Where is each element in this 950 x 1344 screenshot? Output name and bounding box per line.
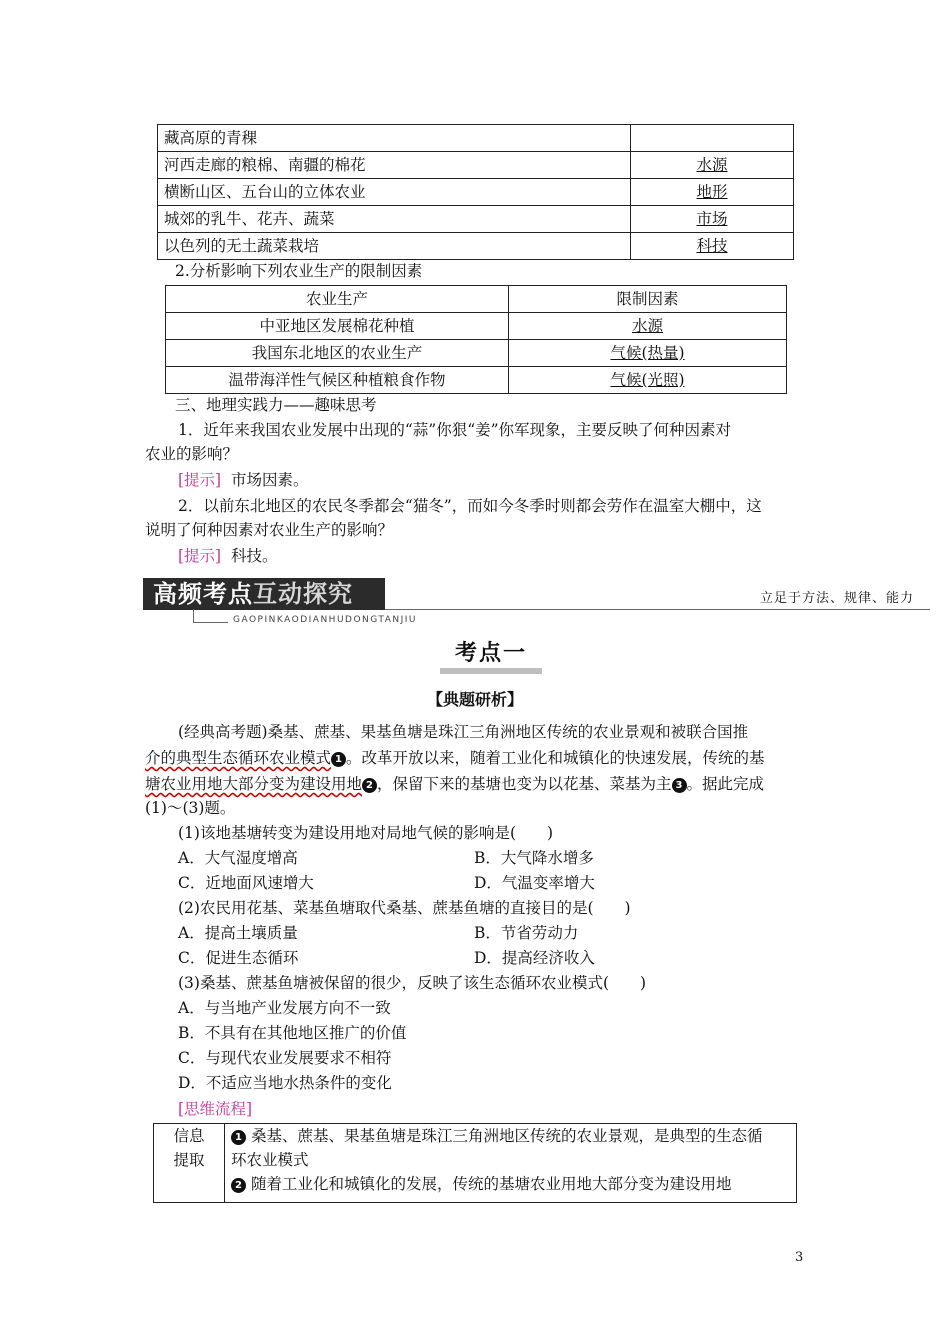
table-cell: 水源 <box>631 317 663 335</box>
passage-text: 。据此完成 <box>686 775 765 793</box>
option: D．提高经济收入 <box>474 949 595 967</box>
section-banner <box>143 578 385 610</box>
question-text: 1．近年来我国农业发展中出现的“蒜”你狠“姜”你军现象，主要反映了何种因素对 <box>178 421 732 439</box>
option: B．节省劳动力 <box>474 924 579 942</box>
banner-subtitle: 立足于方法、规律、能力 <box>760 591 915 606</box>
hint <box>178 470 308 490</box>
info-content-cell <box>225 1124 797 1203</box>
question-text: 农业的影响？ <box>145 445 239 463</box>
table-cell: 藏高原的青稞 <box>158 125 631 152</box>
marker-1-icon: 1 <box>331 752 346 767</box>
info-table <box>153 1123 797 1203</box>
option: D．不适应当地水热条件的变化 <box>178 1074 392 1092</box>
page-number: 3 <box>795 1250 804 1265</box>
marker-2-icon: 2 <box>362 778 377 793</box>
question-stem: (3)桑基、蔗基鱼塘被保留的很少，反映了该生态循环农业模式( ) <box>178 974 647 992</box>
banner-pinyin: GAOPINKAODIANHUDONGTANJIU <box>233 615 418 625</box>
info-item: 桑基、蔗基、果基鱼塘是珠江三角洲地区传统的农业景观，是典型的生态循 <box>250 1127 763 1145</box>
hint-answer: 市场因素。 <box>230 471 309 489</box>
section-title: 2.分析影响下列农业生产的限制因素 <box>175 262 423 280</box>
banner-rule <box>385 609 930 610</box>
option: A．与当地产业发展方向不一致 <box>178 999 391 1017</box>
table-row <box>154 1124 797 1203</box>
table-cell: 河西走廊的粮棉、南疆的棉花 <box>158 152 631 179</box>
option: C．促进生态循环 <box>178 949 299 967</box>
column-header: 农业生产 <box>166 286 509 313</box>
hint-answer: 科技。 <box>230 547 278 565</box>
question-stem: (1)该地基塘转变为建设用地对局地气候的影响是( ) <box>178 824 554 842</box>
option: A．大气湿度增高 <box>178 849 298 867</box>
table-cell: 市场 <box>696 210 728 228</box>
option: B．不具有在其他地区推广的价值 <box>178 1024 407 1042</box>
table-row <box>166 313 787 340</box>
table-row <box>158 152 794 179</box>
dianti-heading: 【典题研析】 <box>426 690 523 709</box>
marker-1-icon: 1 <box>231 1130 246 1145</box>
banner-tick <box>193 609 194 623</box>
table-cell: 地形 <box>696 183 728 201</box>
table-header-row <box>166 286 787 313</box>
hint-label: [提示] <box>178 471 222 489</box>
passage-text: ，保留下来的基塘也变为以花基、菜基为主 <box>377 775 672 793</box>
passage-line <box>178 722 748 742</box>
table-cell: 气候(热量) <box>610 344 685 362</box>
option: D．气温变率增大 <box>474 874 595 892</box>
table-cell: 中亚地区发展棉花种植 <box>166 313 509 340</box>
column-header: 限制因素 <box>509 286 787 313</box>
option: B．大气降水增多 <box>474 849 594 867</box>
passage-text: 介的典型生态循环农业模式 <box>145 749 332 767</box>
passage-line: (1)～(3)题。 <box>145 799 236 817</box>
banner-tick <box>193 622 228 623</box>
table-cell: 我国东北地区的农业生产 <box>166 340 509 367</box>
passage-text: (经典高考题)桑基、蔗基、果基鱼塘是珠江三角洲地区传统的农业景观和被联合国推 <box>178 723 749 741</box>
table-cell: 水源 <box>696 156 728 174</box>
table-cell: 气候(光照) <box>610 371 685 389</box>
table-row <box>158 125 794 152</box>
question-text: 2．以前东北地区的农民冬季都会“猫冬”，而如今冬季时则都会劳作在温室大棚中，这 <box>178 497 762 515</box>
limit-factor-table <box>165 285 787 394</box>
marker-2-icon: 2 <box>231 1178 246 1193</box>
table-cell: 横断山区、五台山的立体农业 <box>158 179 631 206</box>
option: C．近地面风速增大 <box>178 874 314 892</box>
kaodian-title: 考点一 <box>440 640 542 674</box>
info-item: 随着工业化和城镇化的发展，传统的基塘农业用地大部分变为建设用地 <box>250 1175 732 1193</box>
passage-text: 。改革开放以来，随着工业化和城镇化的快速发展，传统的基 <box>346 749 765 767</box>
siwei-label: [思维流程] <box>178 1100 253 1118</box>
table-row <box>158 179 794 206</box>
info-label: 信息 <box>173 1127 205 1145</box>
info-label-cell <box>154 1124 225 1203</box>
banner-title-b: 互动探究 <box>253 580 353 608</box>
passage-line <box>145 774 764 794</box>
marker-3-icon: 3 <box>672 778 687 793</box>
table-row <box>166 367 787 394</box>
info-label: 提取 <box>173 1151 205 1169</box>
info-item: 环农业模式 <box>231 1151 309 1169</box>
table-cell <box>631 125 794 152</box>
banner-title-a: 高频考点 <box>153 580 253 608</box>
table-cell: 城郊的乳牛、花卉、蔬菜 <box>158 206 631 233</box>
hint-label: [提示] <box>178 547 222 565</box>
hint <box>178 546 277 566</box>
option: C．与现代农业发展要求不相符 <box>178 1049 392 1067</box>
table-cell: 科技 <box>696 237 728 255</box>
passage-line <box>145 748 765 768</box>
table-cell: 以色列的无土蔬菜栽培 <box>158 233 631 260</box>
question-stem: (2)农民用花基、菜基鱼塘取代桑基、蔗基鱼塘的直接目的是( ) <box>178 899 631 917</box>
question-text: 说明了何种因素对农业生产的影响？ <box>145 521 394 539</box>
table-cell: 温带海洋性气候区种植粮食作物 <box>166 367 509 394</box>
table-row <box>166 340 787 367</box>
table-row <box>158 233 794 260</box>
passage-text: 塘农业用地大部分变为建设用地 <box>145 775 363 793</box>
section-title: 三、地理实践力——趣味思考 <box>175 396 377 414</box>
factor-table <box>157 124 794 260</box>
table-row <box>158 206 794 233</box>
option: A．提高土壤质量 <box>178 924 298 942</box>
